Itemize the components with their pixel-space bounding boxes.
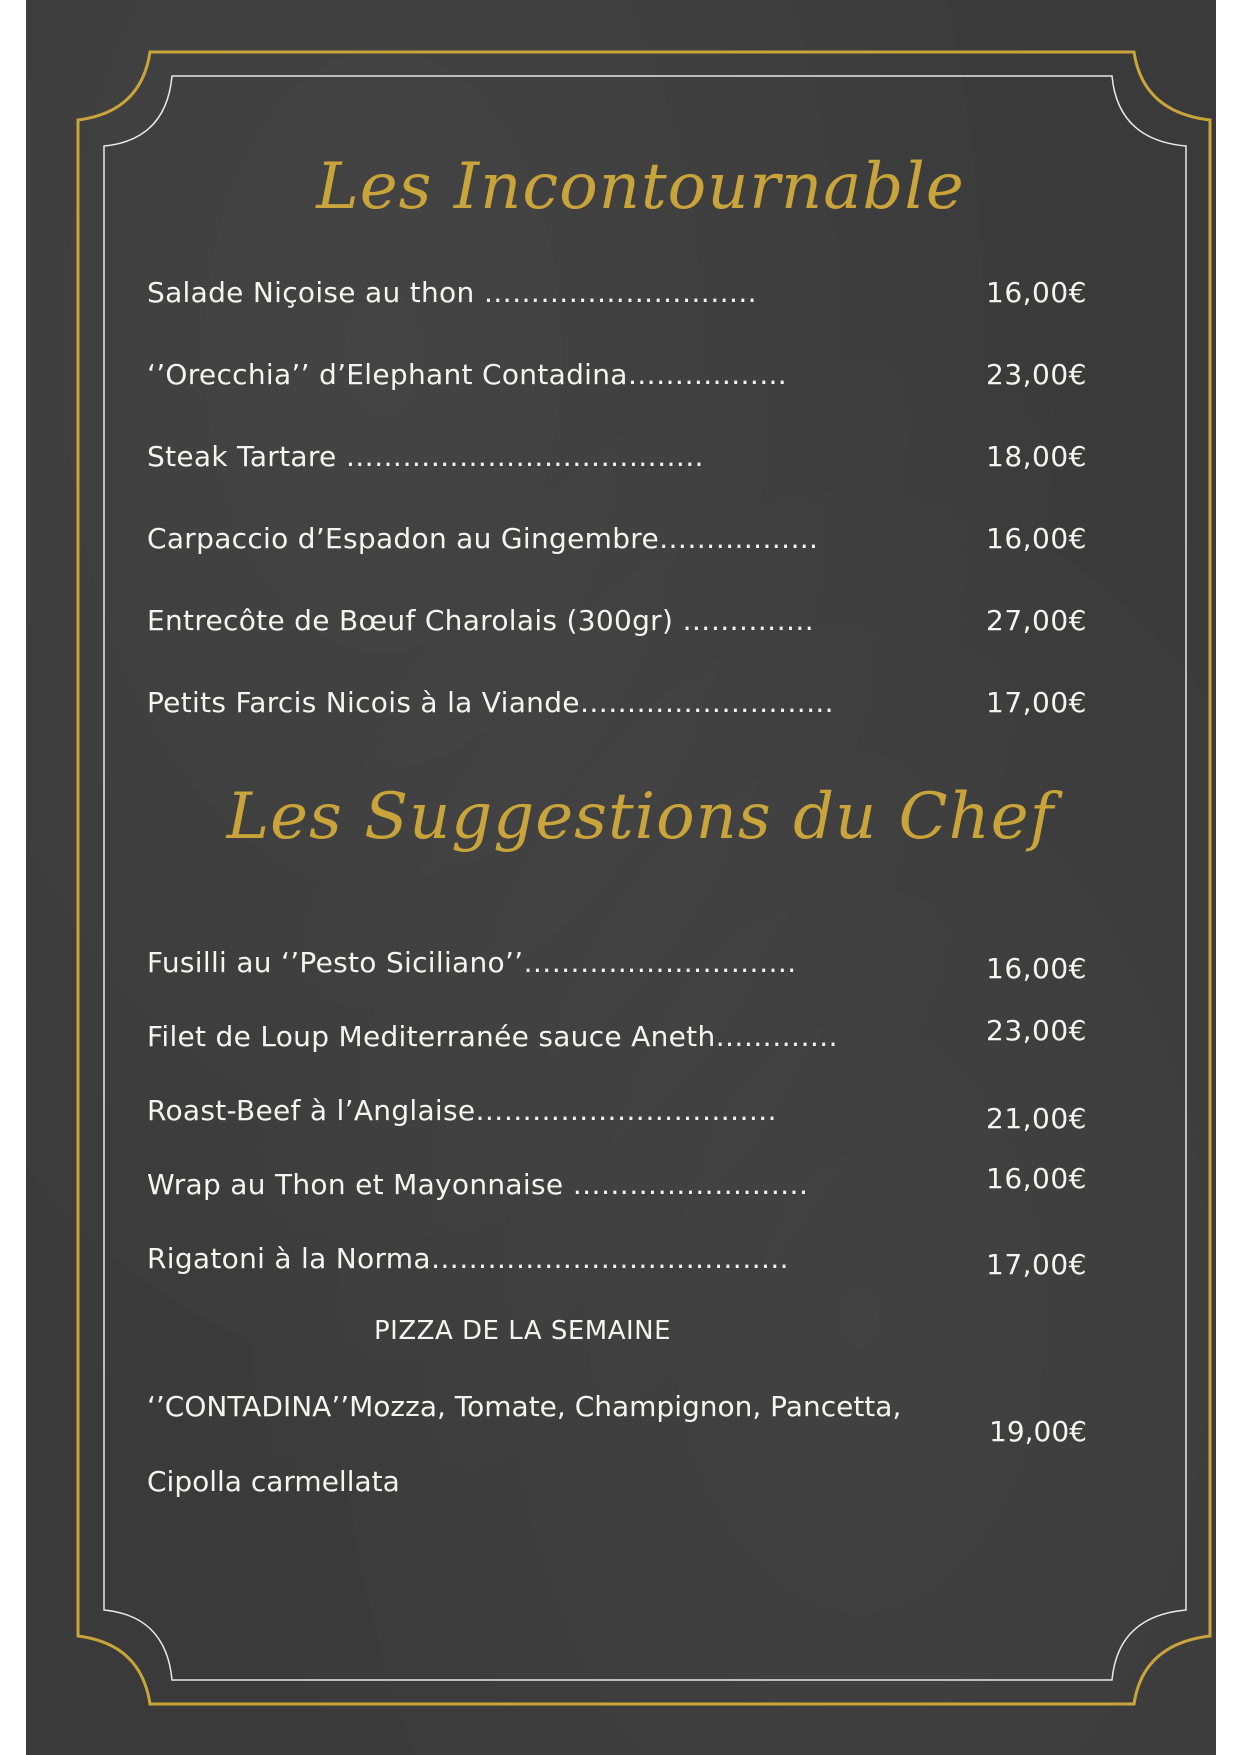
menu-item-price: 16,00€ xyxy=(986,1162,1087,1195)
section-title-incontournable: Les Incontournable xyxy=(316,150,965,224)
menu-item-name: Rigatoni à la Norma……………………………….. xyxy=(147,1242,789,1275)
menu-item-price: 17,00€ xyxy=(986,686,1087,719)
menu-item xyxy=(147,522,1087,562)
pizza-description-line1: ‘’CONTADINA’’Mozza, Tomate, Champignon, Pancetta, xyxy=(147,1390,902,1423)
pizza-description-line2: Cipolla carmellata xyxy=(147,1465,400,1498)
menu-item-name: Salade Niçoise au thon ……………………….. xyxy=(147,276,757,309)
menu-item-price: 23,00€ xyxy=(986,1014,1087,1047)
menu-item xyxy=(147,358,1087,398)
menu-item xyxy=(147,604,1087,644)
section-title-suggestions: Les Suggestions du Chef xyxy=(226,780,1055,854)
menu-item xyxy=(147,1242,1087,1282)
menu-item-name: ‘’Orecchia’’ d’Elephant Contadina………..…... xyxy=(147,358,787,391)
menu-item-name: Roast-Beef à l’Anglaise……………………….…. xyxy=(147,1094,777,1127)
menu-item xyxy=(147,440,1087,480)
menu-item-name: Carpaccio d’Espadon au Gingembre………..…... xyxy=(147,522,819,555)
menu-item xyxy=(147,1162,1087,1208)
menu-item-price: 16,00€ xyxy=(986,276,1087,309)
pizza-price: 19,00€ xyxy=(989,1415,1087,1448)
menu-item-price: 17,00€ xyxy=(986,1248,1087,1281)
menu-item xyxy=(147,276,1087,316)
menu-item-price: 21,00€ xyxy=(986,1102,1087,1135)
menu-item xyxy=(147,946,1087,986)
menu-item-price: 18,00€ xyxy=(986,440,1087,473)
menu-item-name: Petits Farcis Nicois à la Viande……………………... xyxy=(147,686,834,719)
menu-item-price: 16,00€ xyxy=(986,952,1087,985)
menu-item-name: Filet de Loup Mediterranée sauce Aneth…………. xyxy=(147,1020,838,1053)
menu-item-name: Entrecôte de Bœuf Charolais (300gr) …….……. xyxy=(147,604,814,637)
menu-item-name: Fusilli au ‘’Pesto Siciliano’’……………….………. xyxy=(147,946,797,979)
menu-item xyxy=(147,1014,1087,1060)
menu-item xyxy=(147,1094,1087,1134)
menu-item-price: 23,00€ xyxy=(986,358,1087,391)
menu-item xyxy=(147,686,1087,726)
menu-item-name: Steak Tartare ……………………………….. xyxy=(147,440,704,473)
menu-item-price: 16,00€ xyxy=(986,522,1087,555)
menu-item-price: 27,00€ xyxy=(986,604,1087,637)
pizza-heading: PIZZA DE LA SEMAINE xyxy=(374,1316,672,1346)
menu-item-name: Wrap au Thon et Mayonnaise ……………………. xyxy=(147,1168,809,1201)
